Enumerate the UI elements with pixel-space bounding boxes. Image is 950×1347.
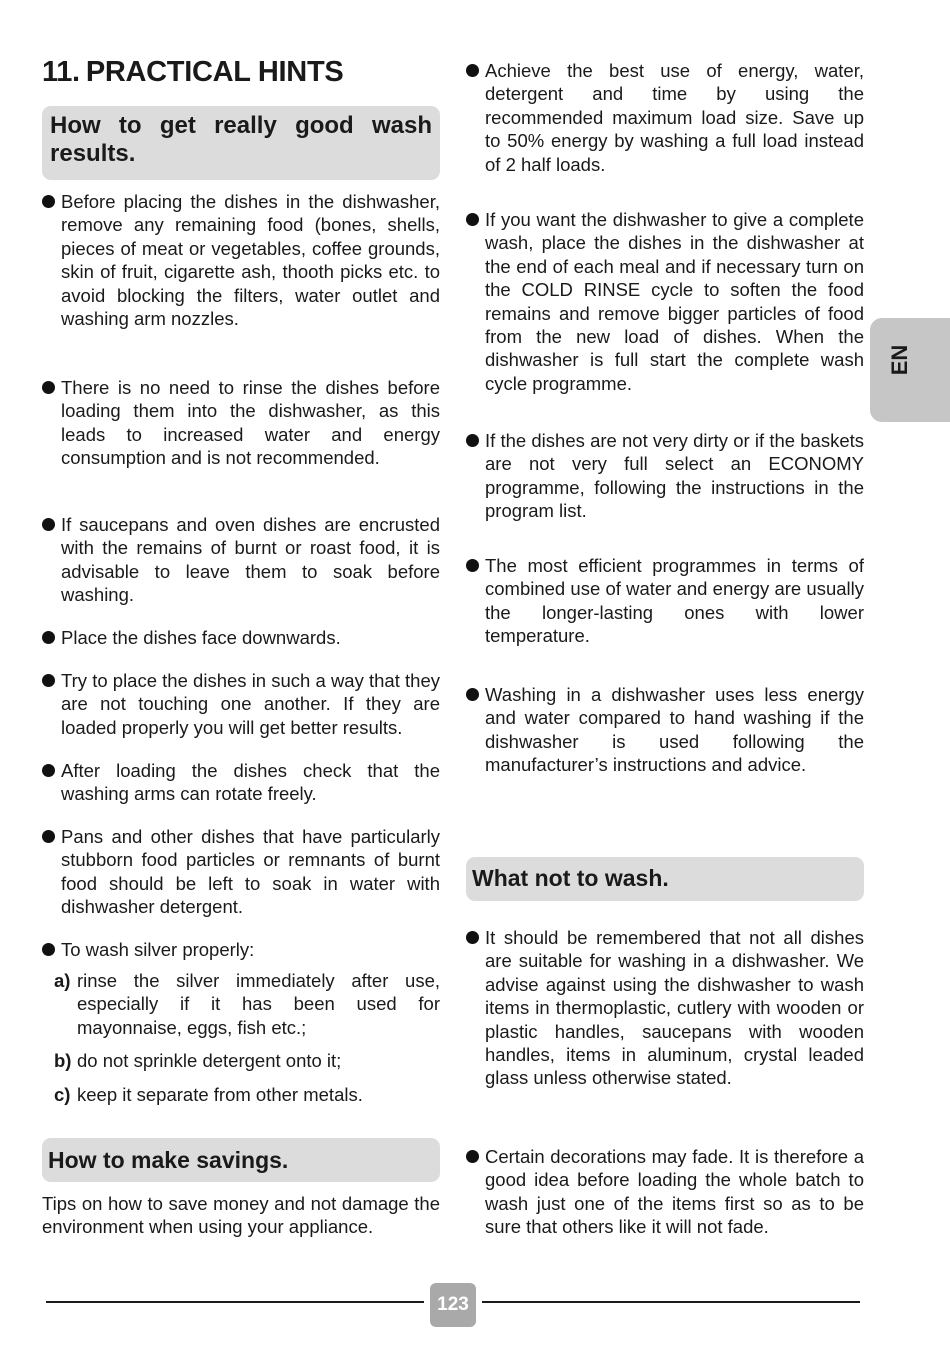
bullet-icon <box>42 631 55 644</box>
footer-rule-left <box>46 1301 424 1303</box>
hint-bullet <box>42 190 440 330</box>
bullet-text: Before placing the dishes in the dishwasher, remove any remaining food (bones, shells, pieces of meat or vegetables, coffee grounds, skin of fruit, cigarette ash, thooth picks etc. to avoid blocking the filters, water outlet and washing arm nozzles. <box>61 191 440 330</box>
step-text: do not sprinkle detergent onto it; <box>77 1050 342 1071</box>
bullet-text: If you want the dishwasher to give a complete wash, place the dishes in the dishwasher at the end of each meal and if necessary turn on the COLD RINSE cycle to soften the food remains and remove bigger particles of food from the new load of dishes. When the dishwasher is full start the complete wash cycle programme. <box>485 209 864 394</box>
hint-bullet <box>42 376 440 470</box>
step-letter: c) <box>54 1084 71 1105</box>
hint-bullet <box>42 938 440 961</box>
bullet-icon <box>466 213 479 226</box>
hint-bullet <box>42 825 440 919</box>
bullet-icon <box>42 943 55 956</box>
bullet-text: Pans and other dishes that have particularly stubborn food particles or remnants of burnt food should be left to soak in water with dishwasher detergent. <box>61 826 440 918</box>
bullet-icon <box>42 195 55 208</box>
hint-bullet <box>42 513 440 607</box>
bullet-icon <box>466 931 479 944</box>
bullet-text: If the dishes are not very dirty or if the baskets are not very full select an ECONOMY programme, following the instructions in the program list. <box>485 430 864 522</box>
bullet-icon <box>466 434 479 447</box>
page-number: 123 <box>430 1283 476 1327</box>
bullet-icon <box>42 381 55 394</box>
section-heading-not-wash: What not to wash. <box>466 857 864 901</box>
bullet-text: Certain decorations may fade. It is therefore a good idea before loading the whole batch to wash just one of the items first so as to be sure that others like it will not fade. <box>485 1146 864 1238</box>
bullet-text: Washing in a dishwasher uses less energy and water compared to hand washing if the dishwasher is used following the manufacturer’s instructions and advice. <box>485 684 864 776</box>
section-heading-savings: How to make savings. <box>42 1138 440 1182</box>
hint-bullet <box>42 669 440 739</box>
bullet-text: Achieve the best use of energy, water, detergent and time by using the recommended maximum load size. Save up to 50% energy by washing a full load instead of 2 half loads. <box>485 60 864 175</box>
language-tab <box>870 318 950 422</box>
bullet-text: There is no need to rinse the dishes before loading them into the dishwasher, as this leads to increased water and energy consumption and is not recommended. <box>61 377 440 469</box>
savings-intro: Tips on how to save money and not damage the environment when using your appliance. <box>42 1193 440 1238</box>
bullet-text: If saucepans and oven dishes are encrusted with the remains of burnt or roast food, it is advisable to leave them to soak before washing. <box>61 514 440 606</box>
saving-bullet <box>466 208 864 395</box>
bullet-text: The most efficient programmes in terms of combined use of water and energy are usually the longer-lasting ones with lower temperature. <box>485 555 864 647</box>
page-title <box>42 56 343 89</box>
silver-step <box>42 969 440 1039</box>
section-heading-good-wash: How to get really good wash results. <box>42 106 440 180</box>
bullet-icon <box>466 64 479 77</box>
step-letter: a) <box>54 970 71 991</box>
bullet-icon <box>466 559 479 572</box>
bullet-icon <box>42 830 55 843</box>
bullet-text: To wash silver properly: <box>61 939 255 960</box>
chapter-title: PRACTICAL HINTS <box>85 56 344 88</box>
bullet-icon <box>42 764 55 777</box>
step-letter: b) <box>54 1050 72 1071</box>
bullet-icon <box>466 688 479 701</box>
step-text: rinse the silver immediately after use, especially if it has been used for mayonnaise, eggs, fish etc.; <box>77 970 440 1038</box>
bullet-text: Place the dishes face downwards. <box>61 627 341 648</box>
saving-bullet <box>466 554 864 648</box>
hint-bullet <box>42 759 440 806</box>
bullet-text: After loading the dishes check that the washing arms can rotate freely. <box>61 760 440 805</box>
footer-rule-right <box>482 1301 860 1303</box>
silver-step <box>42 1049 440 1072</box>
bullet-icon <box>466 1150 479 1163</box>
bullet-icon <box>42 674 55 687</box>
bullet-text: It should be remembered that not all dishes are suitable for washing in a dishwasher. We advise against using the dishwasher to wash items in thermoplastic, cutlery with wooden or plastic handles, saucepans with wooden handles, items in aluminum, crystal leaded glass unless otherwise stated. <box>485 927 864 1089</box>
language-tab-label: EN <box>887 344 912 376</box>
hint-bullet <box>42 626 440 649</box>
bullet-text: Try to place the dishes in such a way that they are not touching one another. If they are loaded properly you will get better results. <box>61 670 440 738</box>
saving-bullet <box>466 429 864 523</box>
not-wash-bullet <box>466 1145 864 1239</box>
saving-bullet <box>466 683 864 777</box>
not-wash-bullet <box>466 926 864 1090</box>
chapter-number: 11. <box>42 56 80 88</box>
step-text: keep it separate from other metals. <box>77 1084 363 1105</box>
bullet-icon <box>42 518 55 531</box>
saving-bullet <box>466 59 864 176</box>
silver-step <box>42 1083 440 1106</box>
